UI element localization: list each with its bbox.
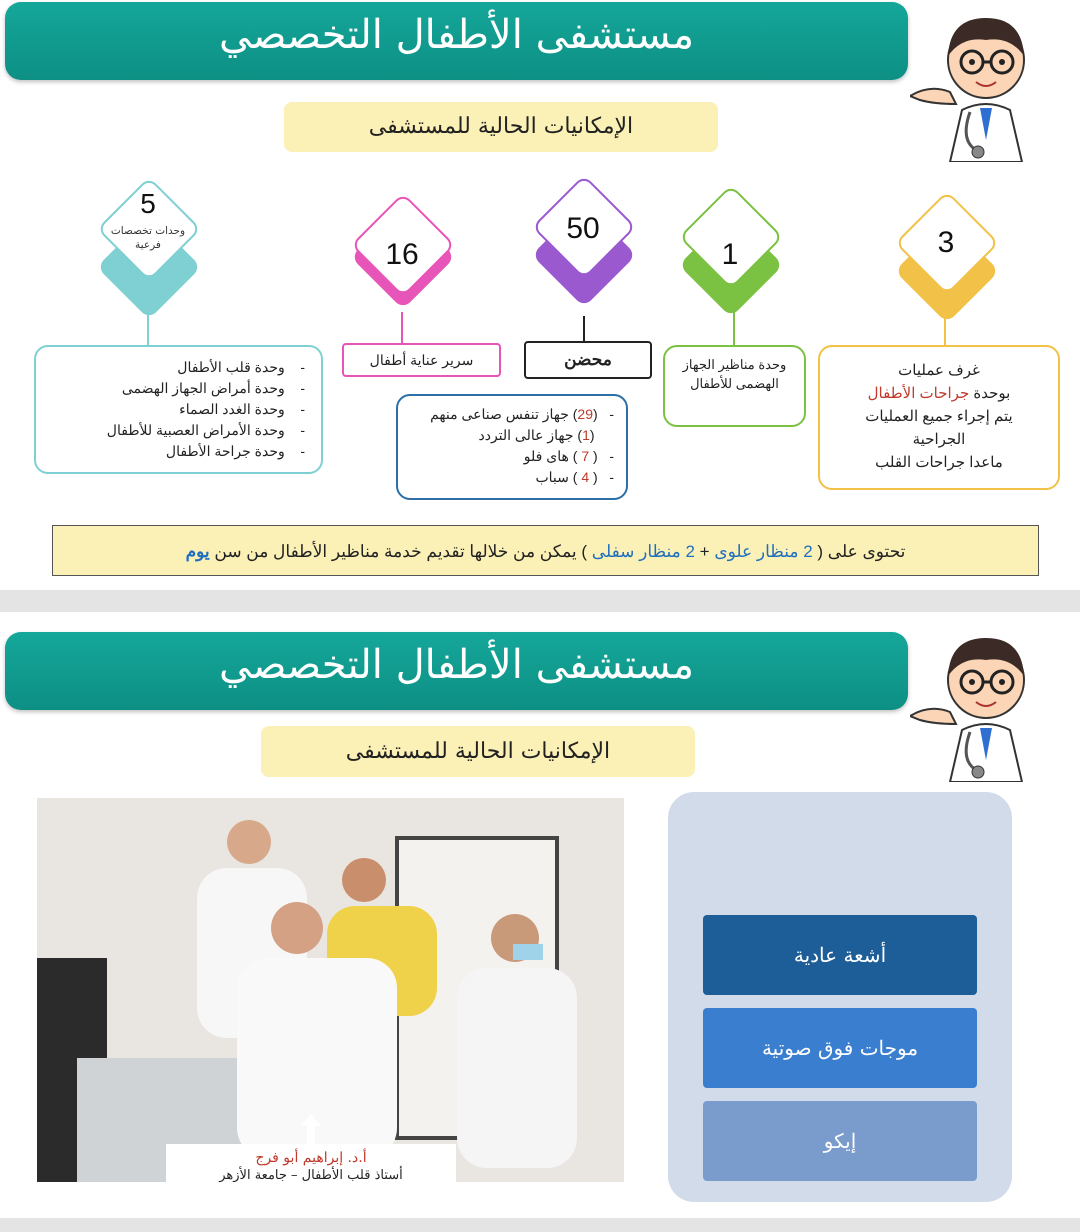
stat-number: 50 (566, 212, 600, 245)
title-banner (5, 2, 908, 80)
stat-incubators (523, 178, 643, 328)
list-item: - ( 7 ) هاى فلو (523, 448, 614, 464)
stat-icu-beds (342, 180, 462, 330)
title-banner (5, 632, 908, 710)
stat-operating-rooms (886, 194, 1006, 344)
services-panel (668, 792, 1012, 1202)
slide-2 (0, 612, 1080, 1218)
team-photo-image (37, 798, 624, 1182)
stat-endoscopy-unit (670, 188, 790, 338)
caption-name: أ.د. إبراهيم أبو فرج (255, 1150, 367, 1166)
endoscopy-note: تحتوى على ( 2 منظار علوى + 2 منظار سفلى ) يمكن من خلالها تقديم خدمة مناظير الأطفال من سن يوم (52, 525, 1039, 576)
incubator-label: محضن (524, 341, 652, 379)
stat-number: 5 (140, 188, 156, 219)
stat-number: 16 (385, 238, 419, 271)
photo-caption (166, 1144, 456, 1194)
team-photo (37, 798, 624, 1182)
list-item: - ( 4 ) سباب (535, 469, 614, 485)
service-xray: أشعة عادية (703, 915, 977, 995)
section-subtitle: الإمكانيات الحالية للمستشفى (284, 102, 718, 152)
stat-small-label: وحدات تخصصات فرعية (110, 225, 186, 251)
icu-beds-label: سرير عناية أطفال (342, 343, 501, 377)
stat-subspecialty-units (88, 178, 208, 328)
list-item: - وحدة قلب الأطفال (177, 359, 305, 375)
incubator-details-box (396, 394, 628, 500)
stat-number: 1 (721, 238, 739, 271)
doctor-illustration-icon (910, 620, 1062, 782)
list-item: - (29) جهاز تنفس صناعى منهم (430, 406, 614, 422)
service-echo: إيكو (703, 1101, 977, 1181)
service-ultrasound: موجات فوق صوتية (703, 1008, 977, 1088)
stat-number: 3 (937, 226, 955, 259)
section-subtitle: الإمكانيات الحالية للمستشفى (261, 726, 695, 777)
arrow-up-icon (301, 1114, 321, 1146)
list-item: (1) جهاز عالى التردد (478, 427, 614, 443)
list-item: - وحدة الغدد الصماء (179, 401, 305, 417)
doctor-illustration-icon (910, 0, 1062, 162)
caption-role: أستاذ قلب الأطفال – جامعة الأزهر (219, 1168, 403, 1183)
subspecialty-units-box (34, 345, 323, 474)
page-title: مستشفى الأطفال التخصصي (218, 642, 695, 688)
page-title: مستشفى الأطفال التخصصي (218, 12, 695, 58)
list-item: - وحدة أمراض الجهاز الهضمى (121, 380, 305, 396)
endoscopy-box: وحدة مناظير الجهاز الهضمى للأطفال (663, 345, 806, 427)
slide-1 (0, 0, 1080, 590)
list-item: - وحدة الأمراض العصبية للأطفال (106, 422, 305, 438)
list-item: - وحدة جراحة الأطفال (165, 443, 305, 459)
operating-rooms-box: غرف عمليات بوحدة جراحات الأطفال يتم إجراء جميع العمليات الجراحية ماعدا جراحات القلب (818, 345, 1060, 490)
